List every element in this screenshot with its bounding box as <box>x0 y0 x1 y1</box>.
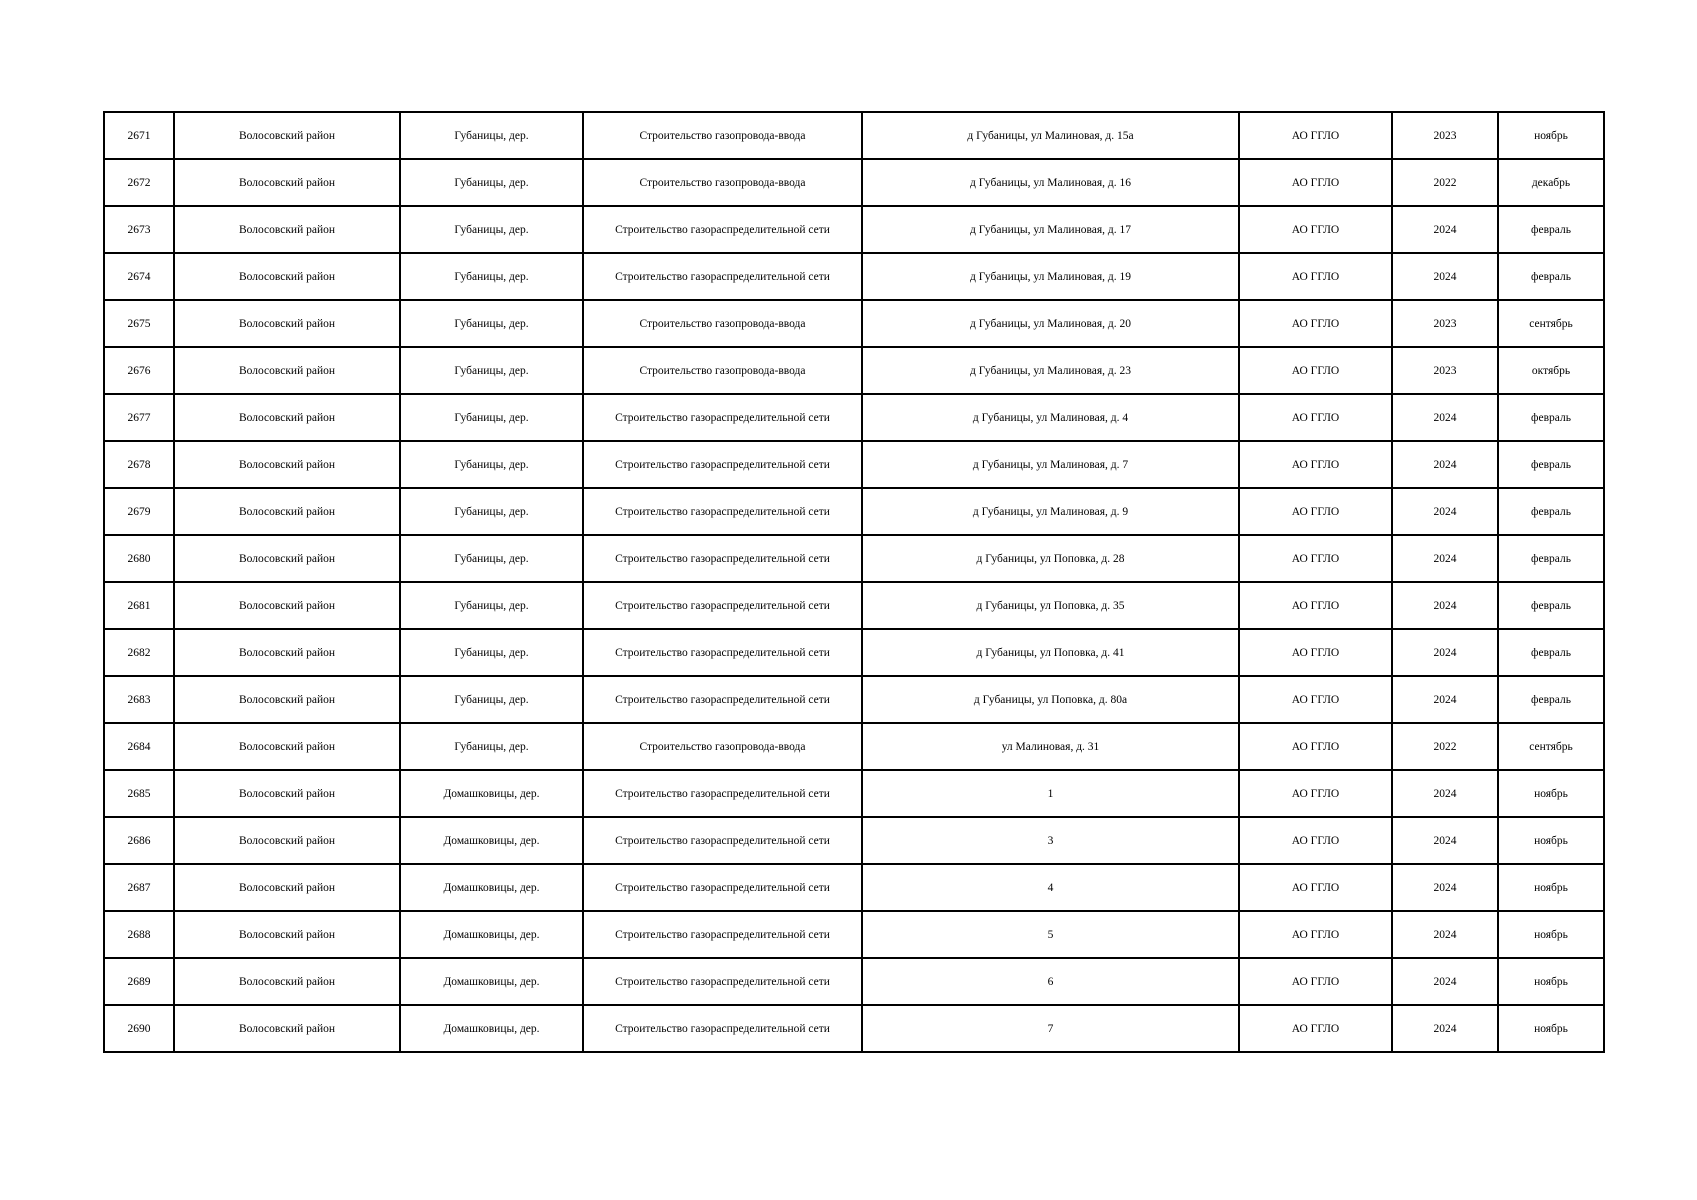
cell-address: 4 <box>862 864 1239 911</box>
cell-settlement: Губаницы, дер. <box>400 394 583 441</box>
cell-organization: АО ГГЛО <box>1239 911 1392 958</box>
cell-district: Волосовский район <box>174 817 400 864</box>
cell-address: д Губаницы, ул Малиновая, д. 7 <box>862 441 1239 488</box>
cell-district: Волосовский район <box>174 535 400 582</box>
cell-district: Волосовский район <box>174 1005 400 1052</box>
cell-work-type: Строительство газораспределительной сети <box>583 629 862 676</box>
cell-month: февраль <box>1498 582 1604 629</box>
cell-organization: АО ГГЛО <box>1239 1005 1392 1052</box>
table-row <box>104 300 1604 347</box>
cell-settlement: Домашковицы, дер. <box>400 1005 583 1052</box>
cell-address: д Губаницы, ул Поповка, д. 41 <box>862 629 1239 676</box>
cell-year: 2024 <box>1392 676 1498 723</box>
cell-number: 2684 <box>104 723 174 770</box>
cell-work-type: Строительство газораспределительной сети <box>583 535 862 582</box>
table-row <box>104 676 1604 723</box>
cell-address: д Губаницы, ул Малиновая, д. 23 <box>862 347 1239 394</box>
cell-organization: АО ГГЛО <box>1239 676 1392 723</box>
table-row <box>104 112 1604 159</box>
table-row <box>104 864 1604 911</box>
table-row <box>104 817 1604 864</box>
cell-address: д Губаницы, ул Поповка, д. 80а <box>862 676 1239 723</box>
cell-number: 2672 <box>104 159 174 206</box>
cell-year: 2024 <box>1392 488 1498 535</box>
cell-address: д Губаницы, ул Малиновая, д. 16 <box>862 159 1239 206</box>
cell-address: ул Малиновая, д. 31 <box>862 723 1239 770</box>
cell-number: 2687 <box>104 864 174 911</box>
cell-year: 2024 <box>1392 582 1498 629</box>
cell-organization: АО ГГЛО <box>1239 394 1392 441</box>
table-row <box>104 1005 1604 1052</box>
cell-year: 2024 <box>1392 770 1498 817</box>
cell-year: 2024 <box>1392 629 1498 676</box>
cell-year: 2024 <box>1392 253 1498 300</box>
cell-settlement: Губаницы, дер. <box>400 159 583 206</box>
cell-settlement: Домашковицы, дер. <box>400 864 583 911</box>
cell-number: 2690 <box>104 1005 174 1052</box>
cell-work-type: Строительство газораспределительной сети <box>583 770 862 817</box>
cell-work-type: Строительство газопровода-ввода <box>583 723 862 770</box>
cell-year: 2024 <box>1392 206 1498 253</box>
table-body <box>104 112 1604 1052</box>
cell-month: февраль <box>1498 206 1604 253</box>
cell-organization: АО ГГЛО <box>1239 112 1392 159</box>
cell-work-type: Строительство газораспределительной сети <box>583 911 862 958</box>
cell-month: февраль <box>1498 629 1604 676</box>
table-row <box>104 723 1604 770</box>
table-row <box>104 253 1604 300</box>
cell-settlement: Домашковицы, дер. <box>400 770 583 817</box>
cell-month: февраль <box>1498 488 1604 535</box>
cell-year: 2023 <box>1392 347 1498 394</box>
table-row <box>104 535 1604 582</box>
cell-organization: АО ГГЛО <box>1239 582 1392 629</box>
cell-month: февраль <box>1498 394 1604 441</box>
cell-year: 2023 <box>1392 300 1498 347</box>
cell-year: 2024 <box>1392 817 1498 864</box>
cell-organization: АО ГГЛО <box>1239 817 1392 864</box>
cell-number: 2680 <box>104 535 174 582</box>
cell-address: д Губаницы, ул Малиновая, д. 9 <box>862 488 1239 535</box>
cell-work-type: Строительство газораспределительной сети <box>583 958 862 1005</box>
cell-organization: АО ГГЛО <box>1239 723 1392 770</box>
cell-district: Волосовский район <box>174 770 400 817</box>
cell-number: 2678 <box>104 441 174 488</box>
cell-month: ноябрь <box>1498 112 1604 159</box>
cell-month: октябрь <box>1498 347 1604 394</box>
cell-organization: АО ГГЛО <box>1239 629 1392 676</box>
cell-number: 2689 <box>104 958 174 1005</box>
cell-district: Волосовский район <box>174 206 400 253</box>
cell-settlement: Губаницы, дер. <box>400 488 583 535</box>
table-row <box>104 441 1604 488</box>
cell-organization: АО ГГЛО <box>1239 958 1392 1005</box>
cell-district: Волосовский район <box>174 394 400 441</box>
cell-address: 7 <box>862 1005 1239 1052</box>
cell-settlement: Домашковицы, дер. <box>400 911 583 958</box>
cell-organization: АО ГГЛО <box>1239 347 1392 394</box>
cell-district: Волосовский район <box>174 488 400 535</box>
cell-number: 2671 <box>104 112 174 159</box>
table-row <box>104 911 1604 958</box>
cell-district: Волосовский район <box>174 676 400 723</box>
cell-address: 1 <box>862 770 1239 817</box>
cell-month: ноябрь <box>1498 1005 1604 1052</box>
cell-month: сентябрь <box>1498 723 1604 770</box>
cell-year: 2024 <box>1392 441 1498 488</box>
cell-work-type: Строительство газопровода-ввода <box>583 112 862 159</box>
cell-work-type: Строительство газораспределительной сети <box>583 441 862 488</box>
cell-number: 2679 <box>104 488 174 535</box>
cell-number: 2686 <box>104 817 174 864</box>
cell-work-type: Строительство газораспределительной сети <box>583 253 862 300</box>
cell-work-type: Строительство газопровода-ввода <box>583 159 862 206</box>
cell-number: 2676 <box>104 347 174 394</box>
cell-month: ноябрь <box>1498 911 1604 958</box>
table-row <box>104 206 1604 253</box>
cell-address: д Губаницы, ул Малиновая, д. 15а <box>862 112 1239 159</box>
cell-organization: АО ГГЛО <box>1239 864 1392 911</box>
cell-district: Волосовский район <box>174 347 400 394</box>
cell-district: Волосовский район <box>174 911 400 958</box>
document-page <box>103 111 1603 1053</box>
cell-number: 2674 <box>104 253 174 300</box>
table-row <box>104 347 1604 394</box>
cell-number: 2673 <box>104 206 174 253</box>
cell-address: д Губаницы, ул Малиновая, д. 4 <box>862 394 1239 441</box>
cell-number: 2683 <box>104 676 174 723</box>
table-row <box>104 629 1604 676</box>
cell-organization: АО ГГЛО <box>1239 159 1392 206</box>
cell-number: 2682 <box>104 629 174 676</box>
cell-month: декабрь <box>1498 159 1604 206</box>
cell-work-type: Строительство газораспределительной сети <box>583 206 862 253</box>
cell-month: сентябрь <box>1498 300 1604 347</box>
cell-settlement: Домашковицы, дер. <box>400 958 583 1005</box>
cell-number: 2681 <box>104 582 174 629</box>
cell-address: д Губаницы, ул Поповка, д. 35 <box>862 582 1239 629</box>
cell-organization: АО ГГЛО <box>1239 300 1392 347</box>
cell-year: 2024 <box>1392 864 1498 911</box>
cell-district: Волосовский район <box>174 441 400 488</box>
cell-settlement: Губаницы, дер. <box>400 300 583 347</box>
cell-organization: АО ГГЛО <box>1239 206 1392 253</box>
cell-year: 2024 <box>1392 911 1498 958</box>
cell-settlement: Губаницы, дер. <box>400 535 583 582</box>
cell-district: Волосовский район <box>174 300 400 347</box>
cell-number: 2675 <box>104 300 174 347</box>
cell-month: ноябрь <box>1498 864 1604 911</box>
cell-address: 5 <box>862 911 1239 958</box>
cell-address: 3 <box>862 817 1239 864</box>
cell-month: февраль <box>1498 535 1604 582</box>
cell-address: д Губаницы, ул Малиновая, д. 20 <box>862 300 1239 347</box>
cell-district: Волосовский район <box>174 159 400 206</box>
cell-month: ноябрь <box>1498 958 1604 1005</box>
cell-district: Волосовский район <box>174 582 400 629</box>
cell-work-type: Строительство газораспределительной сети <box>583 394 862 441</box>
cell-month: ноябрь <box>1498 770 1604 817</box>
cell-organization: АО ГГЛО <box>1239 253 1392 300</box>
cell-number: 2685 <box>104 770 174 817</box>
cell-organization: АО ГГЛО <box>1239 488 1392 535</box>
table-row <box>104 394 1604 441</box>
cell-address: д Губаницы, ул Поповка, д. 28 <box>862 535 1239 582</box>
cell-district: Волосовский район <box>174 723 400 770</box>
cell-settlement: Губаницы, дер. <box>400 253 583 300</box>
cell-month: ноябрь <box>1498 817 1604 864</box>
cell-organization: АО ГГЛО <box>1239 770 1392 817</box>
cell-settlement: Губаницы, дер. <box>400 676 583 723</box>
cell-settlement: Домашковицы, дер. <box>400 817 583 864</box>
cell-settlement: Губаницы, дер. <box>400 112 583 159</box>
cell-work-type: Строительство газораспределительной сети <box>583 582 862 629</box>
table-row <box>104 159 1604 206</box>
cell-month: февраль <box>1498 441 1604 488</box>
table-row <box>104 488 1604 535</box>
cell-work-type: Строительство газопровода-ввода <box>583 300 862 347</box>
cell-year: 2024 <box>1392 958 1498 1005</box>
cell-settlement: Губаницы, дер. <box>400 441 583 488</box>
cell-address: д Губаницы, ул Малиновая, д. 19 <box>862 253 1239 300</box>
cell-address: 6 <box>862 958 1239 1005</box>
cell-organization: АО ГГЛО <box>1239 441 1392 488</box>
cell-year: 2022 <box>1392 723 1498 770</box>
cell-number: 2677 <box>104 394 174 441</box>
cell-number: 2688 <box>104 911 174 958</box>
cell-district: Волосовский район <box>174 864 400 911</box>
table-row <box>104 582 1604 629</box>
table-row <box>104 958 1604 1005</box>
cell-year: 2024 <box>1392 535 1498 582</box>
cell-work-type: Строительство газораспределительной сети <box>583 676 862 723</box>
cell-district: Волосовский район <box>174 253 400 300</box>
cell-settlement: Губаницы, дер. <box>400 582 583 629</box>
cell-district: Волосовский район <box>174 629 400 676</box>
cell-settlement: Губаницы, дер. <box>400 206 583 253</box>
cell-month: февраль <box>1498 253 1604 300</box>
cell-year: 2024 <box>1392 394 1498 441</box>
cell-month: февраль <box>1498 676 1604 723</box>
cell-district: Волосовский район <box>174 958 400 1005</box>
cell-settlement: Губаницы, дер. <box>400 347 583 394</box>
cell-settlement: Губаницы, дер. <box>400 723 583 770</box>
cell-work-type: Строительство газораспределительной сети <box>583 488 862 535</box>
cell-year: 2024 <box>1392 1005 1498 1052</box>
cell-work-type: Строительство газопровода-ввода <box>583 347 862 394</box>
cell-year: 2022 <box>1392 159 1498 206</box>
cell-year: 2023 <box>1392 112 1498 159</box>
cell-work-type: Строительство газораспределительной сети <box>583 1005 862 1052</box>
cell-address: д Губаницы, ул Малиновая, д. 17 <box>862 206 1239 253</box>
cell-work-type: Строительство газораспределительной сети <box>583 864 862 911</box>
table-row <box>104 770 1604 817</box>
gasification-table <box>103 111 1605 1053</box>
cell-district: Волосовский район <box>174 112 400 159</box>
cell-organization: АО ГГЛО <box>1239 535 1392 582</box>
cell-settlement: Губаницы, дер. <box>400 629 583 676</box>
cell-work-type: Строительство газораспределительной сети <box>583 817 862 864</box>
